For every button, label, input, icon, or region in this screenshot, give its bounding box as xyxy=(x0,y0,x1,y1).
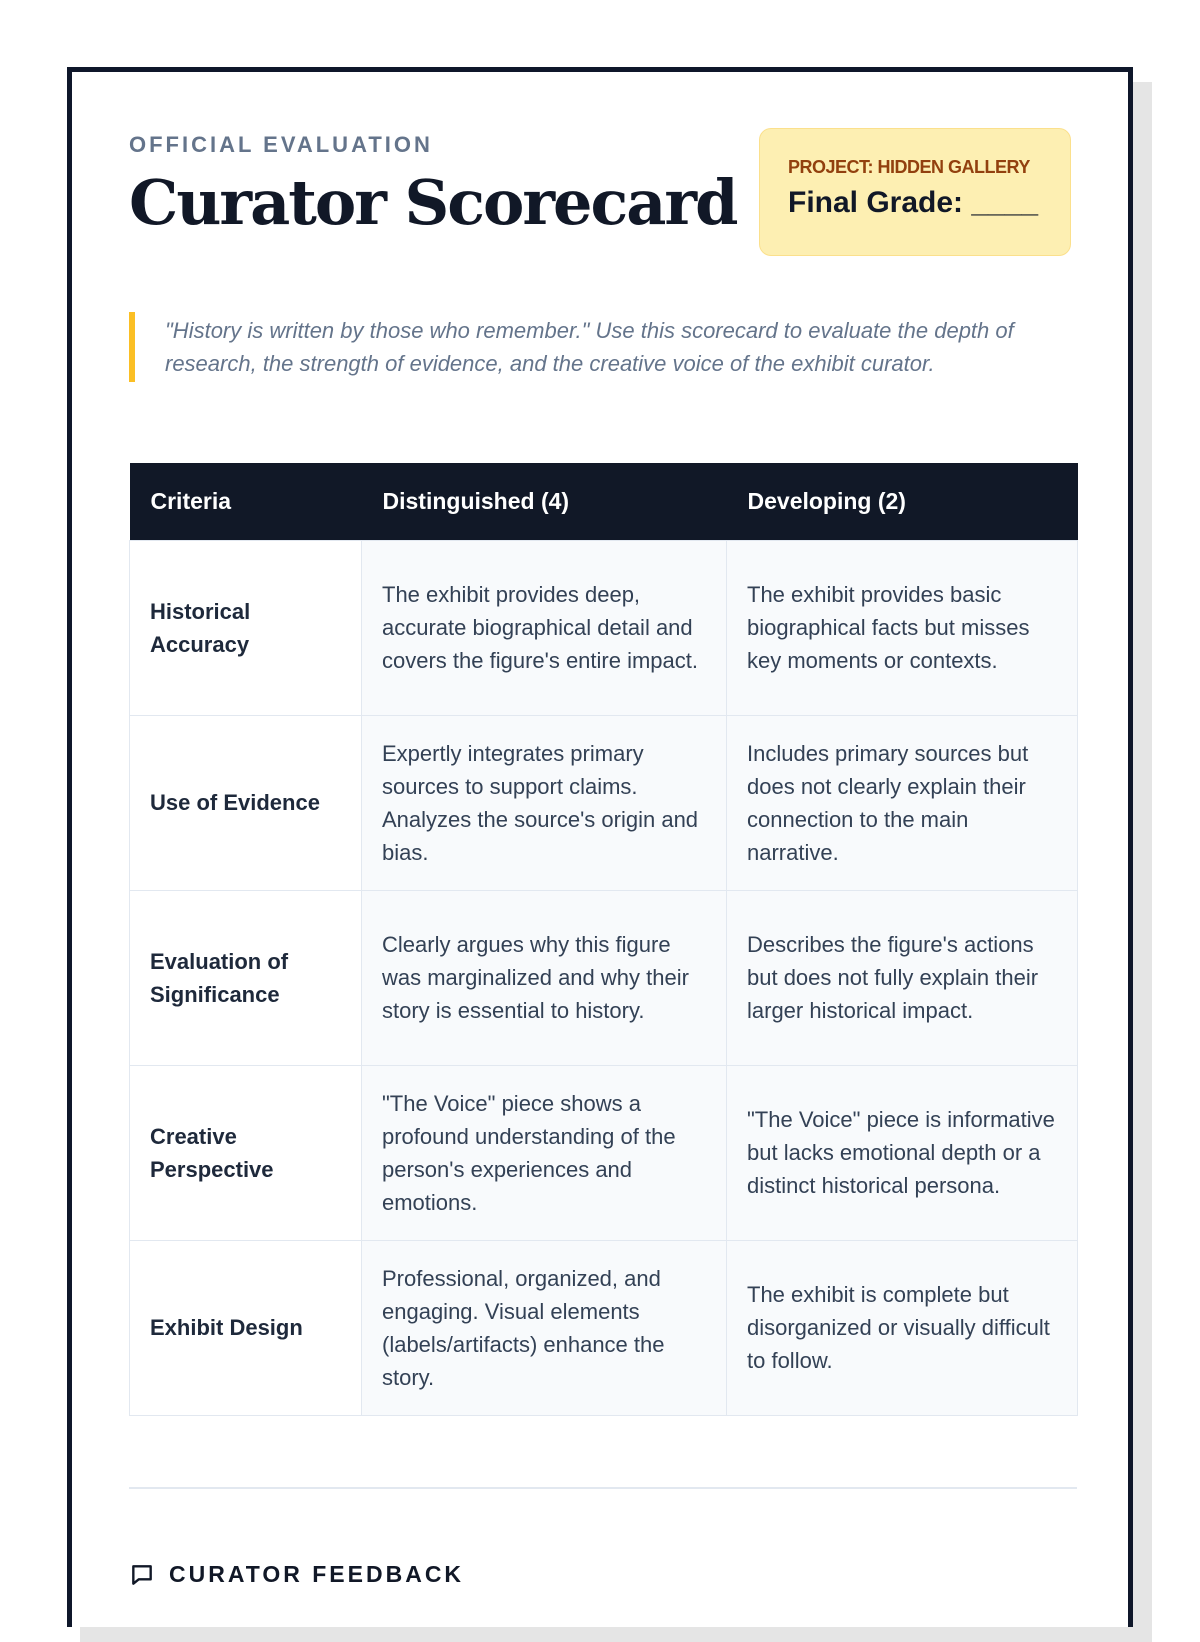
final-grade-box xyxy=(759,128,1071,256)
criteria-cell: Creative Perspective xyxy=(130,1065,362,1240)
table-row xyxy=(130,1065,1078,1240)
scorecard-header xyxy=(129,128,1071,258)
criteria-cell: Evaluation of Significance xyxy=(130,890,362,1065)
criteria-cell: Exhibit Design xyxy=(130,1240,362,1415)
section-divider xyxy=(129,1487,1077,1489)
developing-cell: The exhibit is complete but disorganized or visually difficult to follow. xyxy=(727,1240,1078,1415)
distinguished-cell: "The Voice" piece shows a profound understanding of the person's experiences and emotions. xyxy=(362,1065,727,1240)
criteria-cell: Historical Accuracy xyxy=(130,540,362,715)
distinguished-cell: Professional, organized, and engaging. Visual elements (labels/artifacts) enhance the story. xyxy=(362,1240,727,1415)
column-header-developing: Developing (2) xyxy=(727,463,1078,540)
developing-cell: "The Voice" piece is informative but lacks emotional depth or a distinct historical persona. xyxy=(727,1065,1078,1240)
column-header-distinguished: Distinguished (4) xyxy=(362,463,727,540)
developing-cell: The exhibit provides basic biographical facts but misses key moments or contexts. xyxy=(727,540,1078,715)
scorecard-card xyxy=(67,67,1133,1627)
table-row xyxy=(130,890,1078,1065)
developing-cell: Includes primary sources but does not clearly explain their connection to the main narrative. xyxy=(727,715,1078,890)
final-grade-label: Final Grade: ____ xyxy=(788,186,1039,219)
distinguished-cell: Clearly argues why this figure was marginalized and why their story is essential to history. xyxy=(362,890,727,1065)
table-row xyxy=(130,540,1078,715)
feedback-section-heading xyxy=(129,1561,464,1588)
developing-cell: Describes the figure's actions but does not fully explain their larger historical impact. xyxy=(727,890,1078,1065)
table-header-row xyxy=(130,463,1078,540)
column-header-criteria: Criteria xyxy=(130,463,362,540)
distinguished-cell: The exhibit provides deep, accurate biographical detail and covers the figure's entire impact. xyxy=(362,540,727,715)
distinguished-cell: Expertly integrates primary sources to support claims. Analyzes the source's origin and bias. xyxy=(362,715,727,890)
table-row xyxy=(130,1240,1078,1415)
chat-bubble-icon xyxy=(129,1562,155,1588)
rubric-table xyxy=(129,463,1078,1416)
criteria-cell: Use of Evidence xyxy=(130,715,362,890)
table-row xyxy=(130,715,1078,890)
feedback-label: CURATOR FEEDBACK xyxy=(169,1561,465,1587)
intro-quote: "History is written by those who remember." Use this scorecard to evaluate the depth of research, the strength of evidence, and the creative voice of the exhibit curator. xyxy=(129,312,1059,382)
project-name: PROJECT: HIDDEN GALLERY xyxy=(788,157,1030,177)
eyebrow-label: OFFICIAL EVALUATION xyxy=(129,132,433,157)
page-title: Curator Scorecard xyxy=(129,166,737,239)
